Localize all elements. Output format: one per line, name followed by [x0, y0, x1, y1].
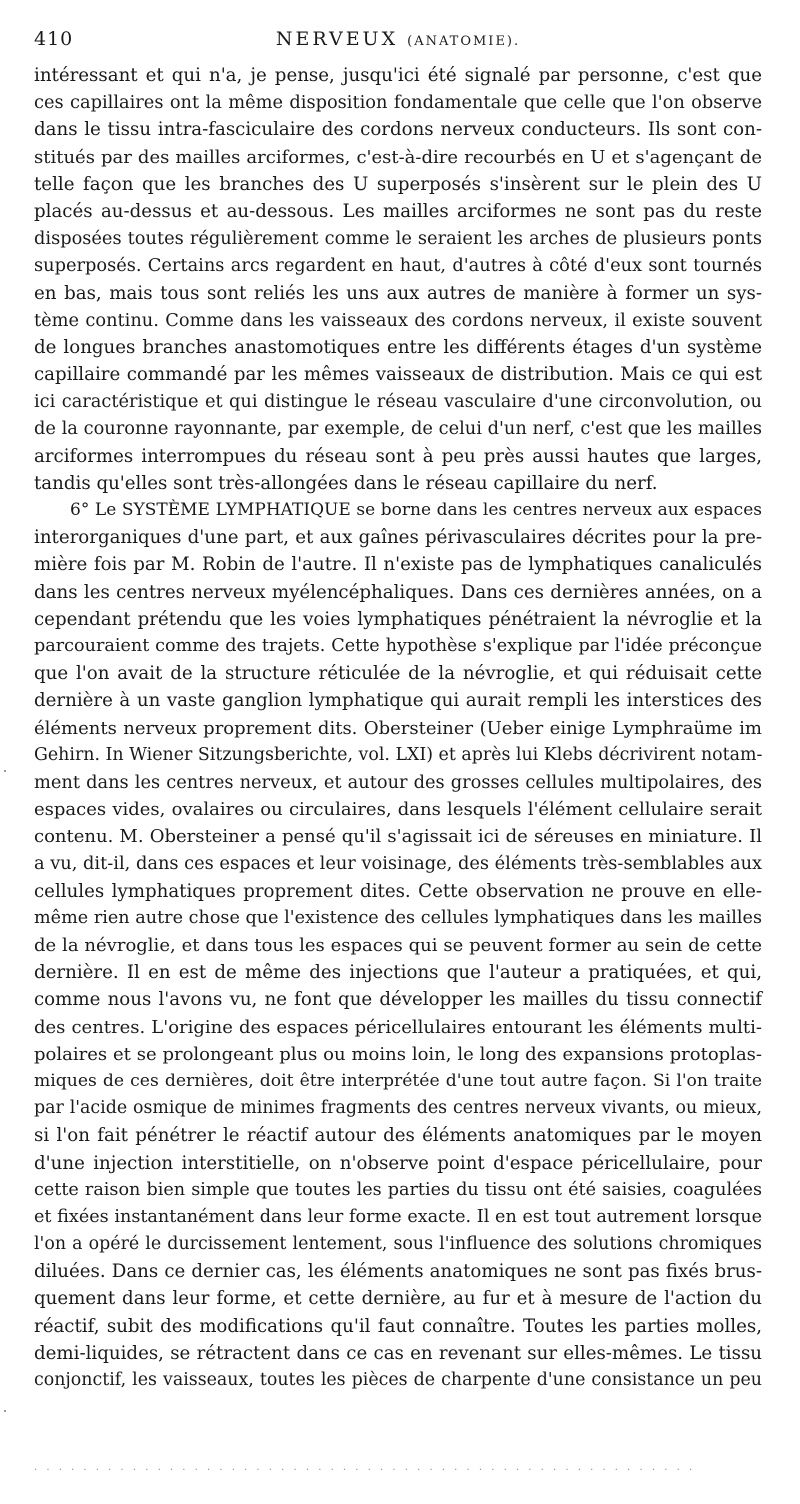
running-head: [34, 28, 762, 50]
section-6-heading-line: 6° Le SYSTÈME LYMPHATIQUE se borne dans les centres nerveux aux espaces: [70, 500, 762, 520]
text-line: éléments nerveux proprement dits. Obersteiner (Ueber einige Lymphraüme im: [34, 717, 762, 739]
text-line: de longues branches anastomotiques entre les différents étages d'un système: [34, 336, 762, 358]
text-line: espaces vides, ovalaires ou circulaires, dans lesquels l'élément cellulaire serait: [34, 799, 762, 821]
text-line: cette raison bien simple que toutes les parties du tissu ont été saisies, coagulées: [34, 1179, 762, 1200]
text-line: dernière à un vaste ganglion lymphatique qui aurait rempli les interstices des: [34, 690, 762, 712]
text-line: ces capillaires ont la même disposition fondamentale que celle que l'on observe: [34, 92, 762, 114]
text-line: polaires et se prolongeant plus ou moins loin, le long des expansions protoplas-: [34, 1043, 762, 1065]
text-line: miques de ces dernières, doit être interprétée d'une tout autre façon. Si l'on traite: [34, 1070, 762, 1091]
paragraph-end-line: tandis qu'elles sont très-allongées dans le réseau capillaire du nerf.: [34, 472, 658, 494]
text-line: des centres. L'origine des espaces péricellulaires entourant les éléments multi-: [34, 1016, 762, 1038]
text-line: dernière. Il en est de même des injections que l'auteur a pratiquées, et qui,: [34, 962, 762, 984]
text-line: conjonctif, les vaisseaux, toutes les pièces de charpente d'une consistance un peu: [34, 1370, 762, 1390]
text-line: que l'on avait de la structure réticulée de la névroglie, et qui réduisait cette: [34, 663, 762, 685]
text-line: d'une injection interstitielle, on n'observe point d'espace péricellulaire, pour: [34, 1152, 762, 1174]
text-line: contenu. M. Obersteiner a pensé qu'il s'agissait ici de séreuses en miniature. Il: [34, 826, 762, 848]
running-head-subtitle: (ANATOMIE).: [407, 34, 521, 49]
text-line: de la couronne rayonnante, par exemple, de celui d'un nerf, c'est que les mailles: [34, 418, 762, 440]
running-head-title: NERVEUX: [275, 28, 399, 50]
text-line: en bas, mais tous sont reliés les uns aux autres de manière à former un sys-: [34, 282, 762, 304]
text-line: diluées. Dans ce dernier cas, les éléments anatomiques ne sont pas fixés brus-: [34, 1261, 762, 1283]
text-line: dans le tissu intra-fasciculaire des cordons nerveux conducteurs. Ils sont con-: [34, 119, 762, 141]
text-line: arciformes interrompues du réseau sont à peu près aussi hautes que larges,: [34, 445, 762, 467]
text-line: Gehirn. In Wiener Sitzungsberichte, vol. LXI) et après lui Klebs décrivirent notam-: [34, 744, 763, 765]
scan-speck: [4, 770, 6, 772]
text-line: si l'on fait pénétrer le réactif autour des éléments anatomiques par le moyen: [34, 1125, 762, 1147]
text-line: cellules lymphatiques proprement dites. Cette observation ne prouve en elle-: [34, 880, 762, 902]
text-line: tème continu. Comme dans les vaisseaux des cordons nerveux, il existe souvent: [34, 309, 762, 331]
text-line: cependant prétendu que les voies lymphatiques pénétraient la névroglie et la: [34, 608, 762, 630]
text-line: quement dans leur forme, et cette dernière, au fur et à mesure de l'action du: [34, 1288, 762, 1310]
text-line: comme nous l'avons vu, ne font que développer les mailles du tissu connectif: [34, 989, 762, 1011]
text-line: stitués par des mailles arciformes, c'est-à-dire recourbés en U et s'agençant de: [34, 146, 762, 168]
text-line: a vu, dit-il, dans ces espaces et leur voisinage, des éléments très-semblables aux: [34, 853, 763, 875]
text-line: même rien autre chose que l'existence des cellules lymphatiques dans les mailles: [34, 907, 762, 928]
scan-speck: [4, 1410, 6, 1412]
body-text: [34, 62, 762, 1394]
text-line: disposées toutes régulièrement comme le seraient les arches de plusieurs ponts: [34, 228, 762, 250]
text-line: ici caractéristique et qui distingue le réseau vasculaire d'une circonvolution, ou: [34, 391, 762, 413]
text-line: telle façon que les branches des U superposés s'insèrent sur le plein des U: [34, 173, 762, 195]
page-number: 410: [34, 28, 74, 50]
page-header: [34, 28, 762, 56]
scan-artifact-dots: . . . . . . . . . . . . . . . . . . . . . . . . . . . . . . . . . . . . . . . . . . . . . . . . . . . . . .: [34, 1462, 696, 1473]
text-line: dans les centres nerveux myélencéphaliques. Dans ces dernières années, on a: [34, 581, 762, 603]
text-line: de la névroglie, et dans tous les espaces qui se peuvent former au sein de cette: [34, 935, 762, 956]
text-line: superposés. Certains arcs regardent en haut, d'autres à côté d'eux sont tournés: [34, 255, 762, 277]
text-line: intéressant et qui n'a, je pense, jusqu'ici été signalé par personne, c'est que: [34, 65, 762, 86]
text-line: capillaire commandé par les mêmes vaisseaux de distribution. Mais ce qui est: [34, 364, 762, 386]
text-line: et fixées instantanément dans leur forme exacte. Il en est tout autrement lorsque: [34, 1206, 762, 1227]
text-line: réactif, subit des modifications qu'il faut connaître. Toutes les parties molles,: [34, 1315, 762, 1337]
text-line: l'on a opéré le durcissement lentement, sous l'influence des solutions chromiques: [34, 1234, 762, 1255]
text-line: interorganiques d'une part, et aux gaînes périvasculaires décrites pour la pre-: [34, 527, 762, 549]
text-line: ment dans les centres nerveux, et autour des grosses cellules multipolaires, des: [34, 771, 762, 793]
text-line: placés au-dessus et au-dessous. Les mailles arciformes ne sont pas du reste: [34, 200, 762, 222]
text-line: parcouraient comme des trajets. Cette hypothèse s'explique par l'idée préconçue: [34, 635, 762, 656]
text-line: demi-liquides, se rétractent dans ce cas en revenant sur elles-mêmes. Le tissu: [34, 1342, 762, 1364]
text-line: mière fois par M. Robin de l'autre. Il n'existe pas de lymphatiques canaliculés: [34, 554, 762, 576]
text-line: par l'acide osmique de minimes fragments des centres nerveux vivants, ou mieux,: [34, 1098, 762, 1119]
